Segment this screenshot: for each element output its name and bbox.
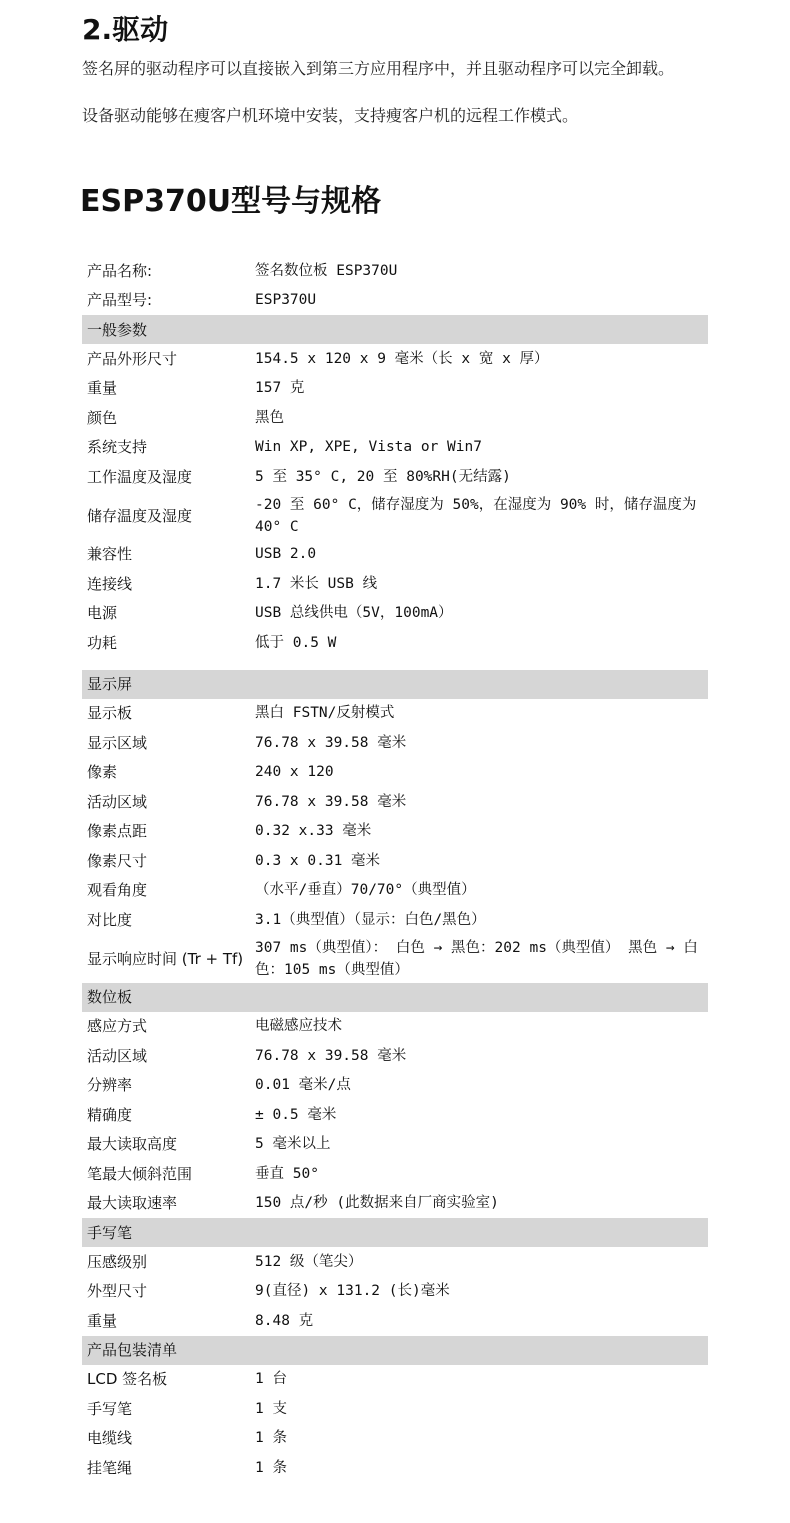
spec-label: 重量	[87, 1311, 118, 1330]
pen-row	[82, 1306, 708, 1336]
spec-label: 产品型号:	[87, 291, 153, 310]
general-row	[82, 628, 708, 658]
spec-label: 显示响应时间 (Tr + Tf)	[87, 949, 244, 968]
spec-label: 像素点距	[87, 822, 148, 841]
spec-value: 黑色	[255, 409, 284, 426]
spec-value: 76.78 x 39.58 毫米	[255, 793, 407, 810]
spec-label: 电缆线	[87, 1429, 133, 1448]
section-header-package	[82, 1336, 708, 1365]
spec-label: 笔最大倾斜范围	[87, 1164, 193, 1183]
spec-label: 功耗	[87, 633, 118, 652]
general-row	[82, 569, 708, 599]
general-row	[82, 433, 708, 463]
spec-value: 0.32 x.33 毫米	[255, 823, 372, 840]
spec-label: 挂笔绳	[87, 1458, 133, 1477]
spec-value: Win XP, XPE, Vista or Win7	[255, 439, 482, 456]
spec-label: 电源	[87, 604, 118, 623]
spec-value: 1 台	[255, 1371, 287, 1388]
spec-value: 垂直 50°	[255, 1165, 319, 1182]
display-row	[82, 876, 708, 906]
spec-label: 兼容性	[87, 545, 133, 564]
spec-value: （水平/垂直）70/70°（典型值）	[255, 882, 476, 899]
spec-value: 低于 0.5 W	[255, 634, 337, 651]
spec-value: 0.3 x 0.31 毫米	[255, 852, 381, 869]
spec-value: 240 x 120	[255, 764, 334, 781]
spec-value: 签名数位板 ESP370U	[255, 262, 398, 279]
spec-label: 连接线	[87, 574, 133, 593]
spec-label: 感应方式	[87, 1017, 148, 1036]
display-row	[82, 758, 708, 788]
spec-value: -20 至 60° C，储存湿度为 50%，在湿度为 90% 时，储存温度为 40° C	[255, 496, 697, 535]
spec-label: 储存温度及湿度	[87, 506, 193, 525]
spec-heading: ESP370U型号与规格	[80, 184, 382, 219]
display-row	[82, 905, 708, 935]
display-row	[82, 699, 708, 729]
spec-value: 1 支	[255, 1400, 287, 1417]
display-row	[82, 728, 708, 758]
pen-row	[82, 1277, 708, 1307]
section-title: 一般参数	[82, 315, 708, 344]
spec-label: 分辨率	[87, 1076, 133, 1095]
display-row	[82, 787, 708, 817]
spec-value: 512 级（笔尖）	[255, 1253, 363, 1270]
package-row	[82, 1424, 708, 1454]
driver-paragraph-2: 设备驱动能够在瘦客户机环境中安装，支持瘦客户机的远程工作模式。	[82, 106, 579, 125]
spec-label: 精确度	[87, 1105, 133, 1124]
tablet-row	[82, 1012, 708, 1042]
pen-row	[82, 1247, 708, 1277]
general-row	[82, 462, 708, 492]
general-row	[82, 374, 708, 404]
section-title: 产品包装清单	[82, 1336, 708, 1365]
spec-value: 8.48 克	[255, 1312, 314, 1329]
spec-value: 307 ms（典型值）： 白色 → 黑色：202 ms（典型值） 黑色 → 白色：105 ms（典型值）	[255, 939, 698, 978]
package-row	[82, 1365, 708, 1395]
spec-label: 外型尺寸	[87, 1282, 148, 1301]
spec-value: ± 0.5 毫米	[255, 1106, 337, 1123]
spec-value: 0.01 毫米/点	[255, 1077, 351, 1094]
tablet-row	[82, 1189, 708, 1219]
section-title: 显示屏	[82, 670, 708, 699]
spec-label: 最大读取速率	[87, 1194, 178, 1213]
spec-value: 157 克	[255, 380, 305, 397]
spec-label: 产品外形尺寸	[87, 349, 178, 368]
spec-label: 压感级别	[87, 1252, 148, 1271]
tablet-row	[82, 1130, 708, 1160]
spec-value: 1 条	[255, 1430, 287, 1447]
spec-label: 观看角度	[87, 881, 148, 900]
spec-label: 产品名称:	[87, 261, 153, 280]
package-row	[82, 1394, 708, 1424]
spec-label: 显示区域	[87, 733, 148, 752]
section-spacer	[82, 658, 708, 670]
display-row	[82, 935, 708, 983]
spec-label: 颜色	[87, 408, 118, 427]
spec-label: 像素尺寸	[87, 851, 148, 870]
section-title: 数位板	[82, 983, 708, 1012]
spec-label: 系统支持	[87, 438, 148, 457]
spec-value: 154.5 x 120 x 9 毫米（长 x 宽 x 厚）	[255, 350, 549, 367]
general-row	[82, 403, 708, 433]
spec-label: 工作温度及湿度	[87, 467, 193, 486]
driver-heading: 2.驱动	[82, 13, 169, 46]
spec-label: 对比度	[87, 910, 133, 929]
spec-value: 电磁感应技术	[255, 1018, 342, 1035]
spec-table	[82, 256, 708, 1483]
spec-label: 最大读取高度	[87, 1135, 178, 1154]
spec-value: 5 至 35° C, 20 至 80%RH(无结露)	[255, 468, 511, 485]
spec-value: USB 2.0	[255, 546, 317, 563]
spec-value: 1 条	[255, 1459, 287, 1476]
section-header-general	[82, 315, 708, 344]
spec-label: LCD 签名板	[87, 1370, 168, 1389]
spacer-cell	[82, 658, 708, 670]
product-info-row	[82, 256, 708, 286]
section-header-pen	[82, 1218, 708, 1247]
general-row	[82, 599, 708, 629]
product-info-row	[82, 286, 708, 316]
spec-value: 76.78 x 39.58 毫米	[255, 734, 407, 751]
spec-value: 150 点/秒 (此数据来自厂商实验室)	[255, 1195, 499, 1212]
spec-value: USB 总线供电（5V，100mA）	[255, 605, 453, 622]
spec-label: 重量	[87, 379, 118, 398]
section-header-display	[82, 670, 708, 699]
general-row	[82, 492, 708, 540]
spec-value: 1.7 米长 USB 线	[255, 575, 378, 592]
spec-value: 76.78 x 39.58 毫米	[255, 1047, 407, 1064]
driver-paragraph-1: 签名屏的驱动程序可以直接嵌入到第三方应用程序中，并且驱动程序可以完全卸载。	[82, 59, 675, 78]
spec-label: 活动区域	[87, 792, 148, 811]
tablet-row	[82, 1071, 708, 1101]
display-row	[82, 846, 708, 876]
tablet-row	[82, 1159, 708, 1189]
spec-label: 像素	[87, 763, 118, 782]
general-row	[82, 344, 708, 374]
spec-label: 显示板	[87, 704, 133, 723]
display-row	[82, 817, 708, 847]
spec-label: 手写笔	[87, 1399, 133, 1418]
general-row	[82, 540, 708, 570]
spec-value: 黑白 FSTN/反射模式	[255, 705, 395, 722]
spec-value: ESP370U	[255, 292, 317, 309]
section-header-tablet	[82, 983, 708, 1012]
tablet-row	[82, 1041, 708, 1071]
spec-value: 3.1（典型值）（显示：白色/黑色）	[255, 911, 486, 928]
spec-value: 9(直径) x 131.2 (长)毫米	[255, 1283, 450, 1300]
package-row	[82, 1453, 708, 1483]
spec-value: 5 毫米以上	[255, 1136, 331, 1153]
tablet-row	[82, 1100, 708, 1130]
section-title: 手写笔	[82, 1218, 708, 1247]
spec-label: 活动区域	[87, 1046, 148, 1065]
